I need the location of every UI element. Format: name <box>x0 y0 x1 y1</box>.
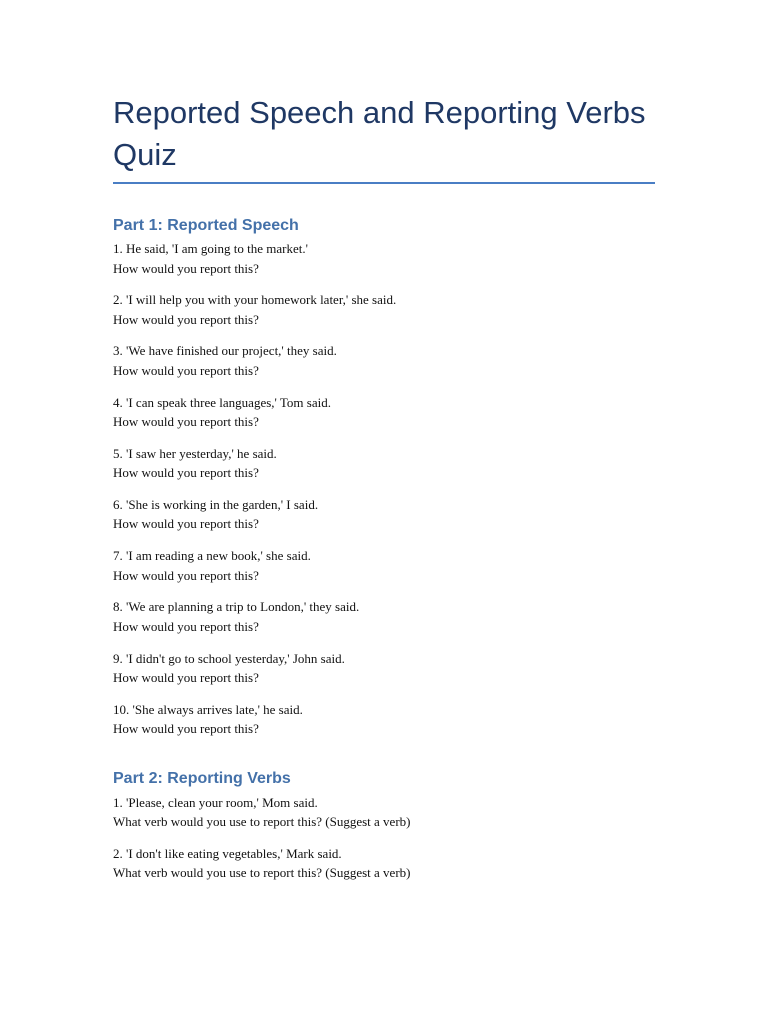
question-prompt: How would you report this? <box>113 516 259 532</box>
question-item <box>113 649 655 688</box>
question-prompt: How would you report this? <box>113 260 259 276</box>
title-underline <box>113 182 655 184</box>
question-text: 4. 'I can speak three languages,' Tom said. <box>113 394 331 410</box>
question-text: 5. 'I saw her yesterday,' he said. <box>113 445 277 461</box>
question-item <box>113 546 655 585</box>
question-text: 6. 'She is working in the garden,' I said. <box>113 496 319 512</box>
question-prompt: How would you report this? <box>113 362 259 378</box>
question-text: 2. 'I don't like eating vegetables,' Mark said. <box>113 845 342 861</box>
question-text: 9. 'I didn't go to school yesterday,' John said. <box>113 650 345 666</box>
question-item <box>113 793 655 832</box>
question-text: 7. 'I am reading a new book,' she said. <box>113 548 311 564</box>
document-page <box>113 92 655 883</box>
question-item <box>113 700 655 739</box>
question-item <box>113 844 655 883</box>
question-text: 2. 'I will help you with your homework later,' she said. <box>113 292 397 308</box>
question-text: 1. He said, 'I am going to the market.' <box>113 241 308 256</box>
question-text: 10. 'She always arrives late,' he said. <box>113 701 303 717</box>
question-prompt: What verb would you use to report this? (Suggest a verb) <box>113 865 411 881</box>
question-prompt: How would you report this? <box>113 465 259 481</box>
question-prompt: How would you report this? <box>113 670 259 685</box>
question-prompt: How would you report this? <box>113 618 259 634</box>
part1-question-list <box>113 239 655 739</box>
question-text: 3. 'We have finished our project,' they said. <box>113 343 337 359</box>
part1-heading: Part 1: Reported Speech <box>113 217 299 234</box>
question-item <box>113 444 655 483</box>
question-prompt: How would you report this? <box>113 414 259 430</box>
question-item <box>113 393 655 432</box>
question-item <box>113 341 655 380</box>
question-item <box>113 597 655 636</box>
question-prompt: How would you report this? <box>113 567 259 583</box>
question-item <box>113 239 655 278</box>
question-prompt: How would you report this? <box>113 311 259 327</box>
part2-question-list <box>113 793 655 883</box>
question-prompt: What verb would you use to report this? (Suggest a verb) <box>113 814 411 830</box>
question-item <box>113 290 655 329</box>
question-item <box>113 495 655 534</box>
document-title: Reported Speech and Reporting Verbs Quiz <box>113 95 646 172</box>
question-text: 1. 'Please, clean your room,' Mom said. <box>113 794 318 810</box>
part2-heading: Part 2: Reporting Verbs <box>113 769 291 787</box>
question-prompt: How would you report this? <box>113 721 259 737</box>
question-text: 8. 'We are planning a trip to London,' they said. <box>113 599 360 615</box>
